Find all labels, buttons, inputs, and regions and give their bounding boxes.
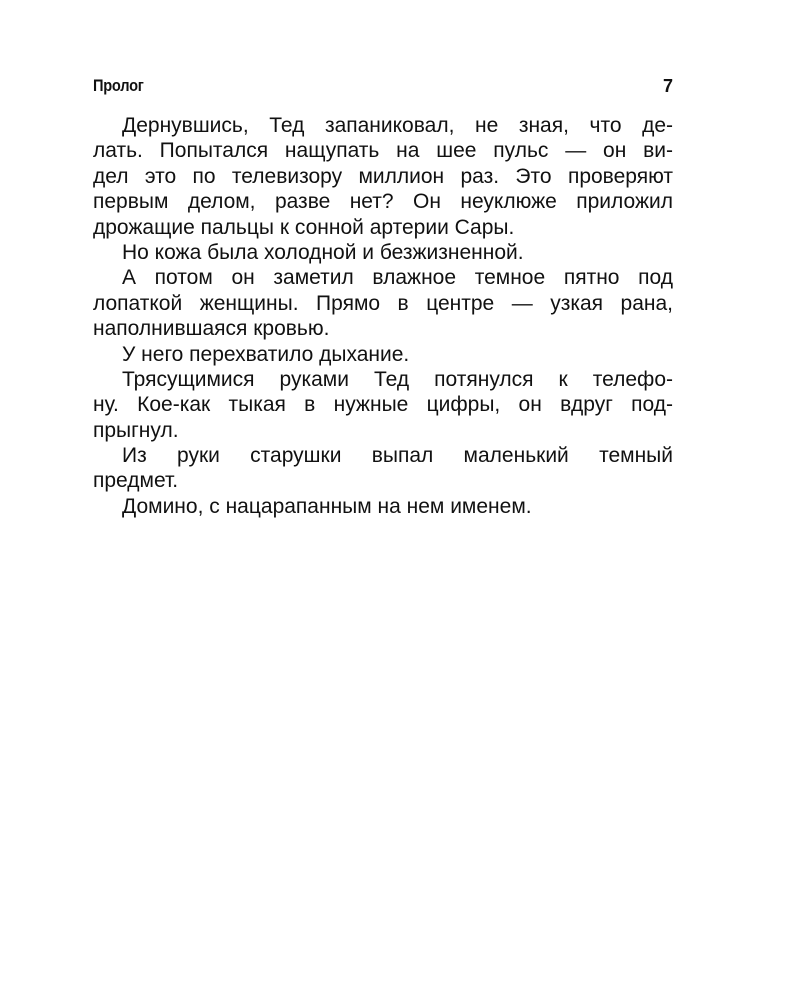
text-line: У него перехватило дыхание.: [122, 342, 410, 366]
text-line: предмет.: [93, 469, 179, 493]
text-line: Трясущимися руками Тед потянулся к телефо-: [122, 367, 673, 391]
running-title: Пролог: [93, 76, 144, 95]
page-header: [93, 76, 673, 102]
page-number: 7: [662, 76, 673, 96]
body-text: [93, 113, 673, 519]
text-line: Из руки старушки выпал маленький темный: [122, 444, 673, 468]
text-line: лать. Попытался нащупать на шее пульс — он ви-: [93, 139, 673, 163]
text-line: дел это по телевизору миллион раз. Это проверяют: [93, 164, 673, 188]
text-line: Но кожа была холодной и безжизненной.: [122, 240, 524, 264]
text-line: А потом он заметил влажное темное пятно под: [122, 266, 673, 290]
text-line: наполнившаяся кровью.: [93, 317, 330, 341]
text-line: прыгнул.: [93, 418, 179, 442]
text-line: Домино, с нацарапанным на нем именем.: [122, 494, 532, 518]
text-line: дрожащие пальцы к сонной артерии Сары.: [93, 215, 515, 239]
text-line: лопаткой женщины. Прямо в центре — узкая рана,: [93, 291, 673, 315]
text-line: Дернувшись, Тед запаниковал, не зная, что де-: [122, 114, 673, 137]
text-line: ну. Кое-как тыкая в нужные цифры, он вдруг под-: [93, 393, 673, 417]
text-line: первым делом, разве нет? Он неуклюже приложил: [93, 190, 673, 214]
